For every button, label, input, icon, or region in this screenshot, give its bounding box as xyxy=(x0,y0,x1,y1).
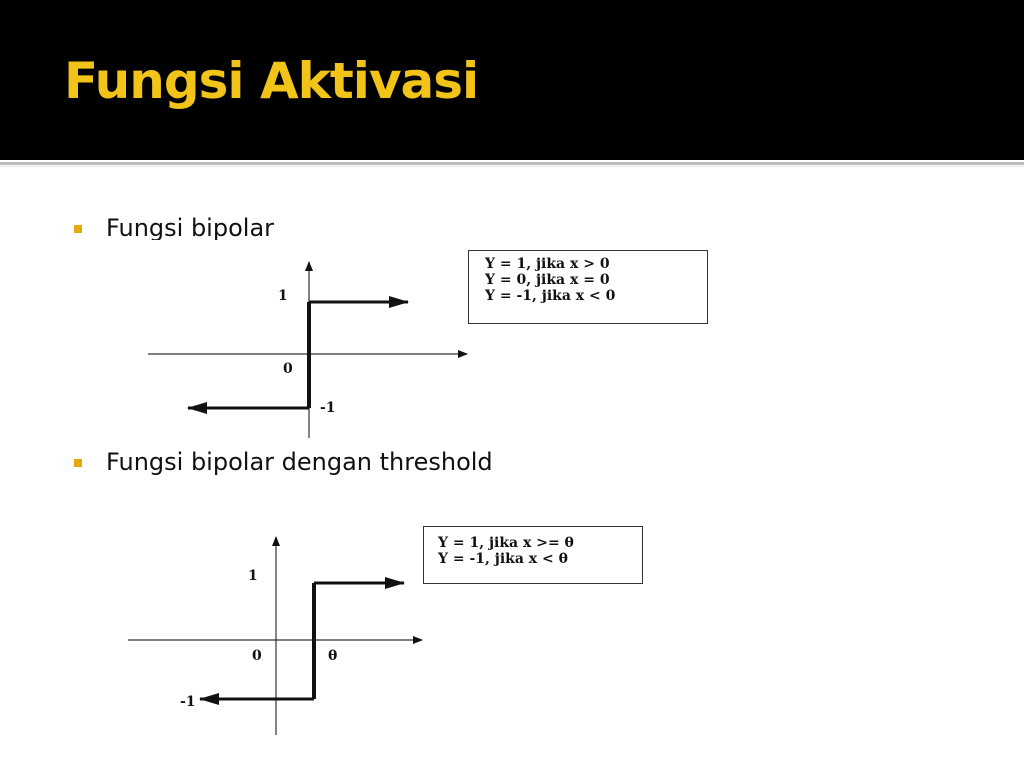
threshold-rules-box xyxy=(423,526,643,584)
rule-line: Y = 1, jika x >= θ xyxy=(438,535,574,551)
y-high-label: 1 xyxy=(278,288,288,304)
rule-line: Y = -1, jika x < θ xyxy=(438,551,568,567)
rule-line: Y = -1, jika x < 0 xyxy=(485,288,616,304)
origin-label: 0 xyxy=(252,648,262,664)
rule-line: Y = 1, jika x > 0 xyxy=(485,256,610,272)
rule-line: Y = 0, jika x = 0 xyxy=(485,272,610,288)
y-low-label: -1 xyxy=(180,694,196,710)
slide-title: Fungsi Aktivasi xyxy=(64,52,479,110)
bipolar-rules-box xyxy=(468,250,708,324)
header-divider-light xyxy=(0,166,1024,167)
header-divider xyxy=(0,162,1024,165)
origin-label: 0 xyxy=(283,361,293,377)
y-low-label: -1 xyxy=(320,400,336,416)
bullet-text-bipolar: Fungsi bipolar xyxy=(106,214,275,240)
square-bullet-icon xyxy=(74,459,82,467)
bipolar-graph xyxy=(148,262,467,438)
theta-label: θ xyxy=(328,648,338,664)
square-bullet-icon xyxy=(74,225,82,233)
y-high-label: 1 xyxy=(248,568,258,584)
bullet-text-bipolar-threshold: Fungsi bipolar dengan threshold xyxy=(106,448,493,476)
threshold-graph xyxy=(128,537,422,735)
